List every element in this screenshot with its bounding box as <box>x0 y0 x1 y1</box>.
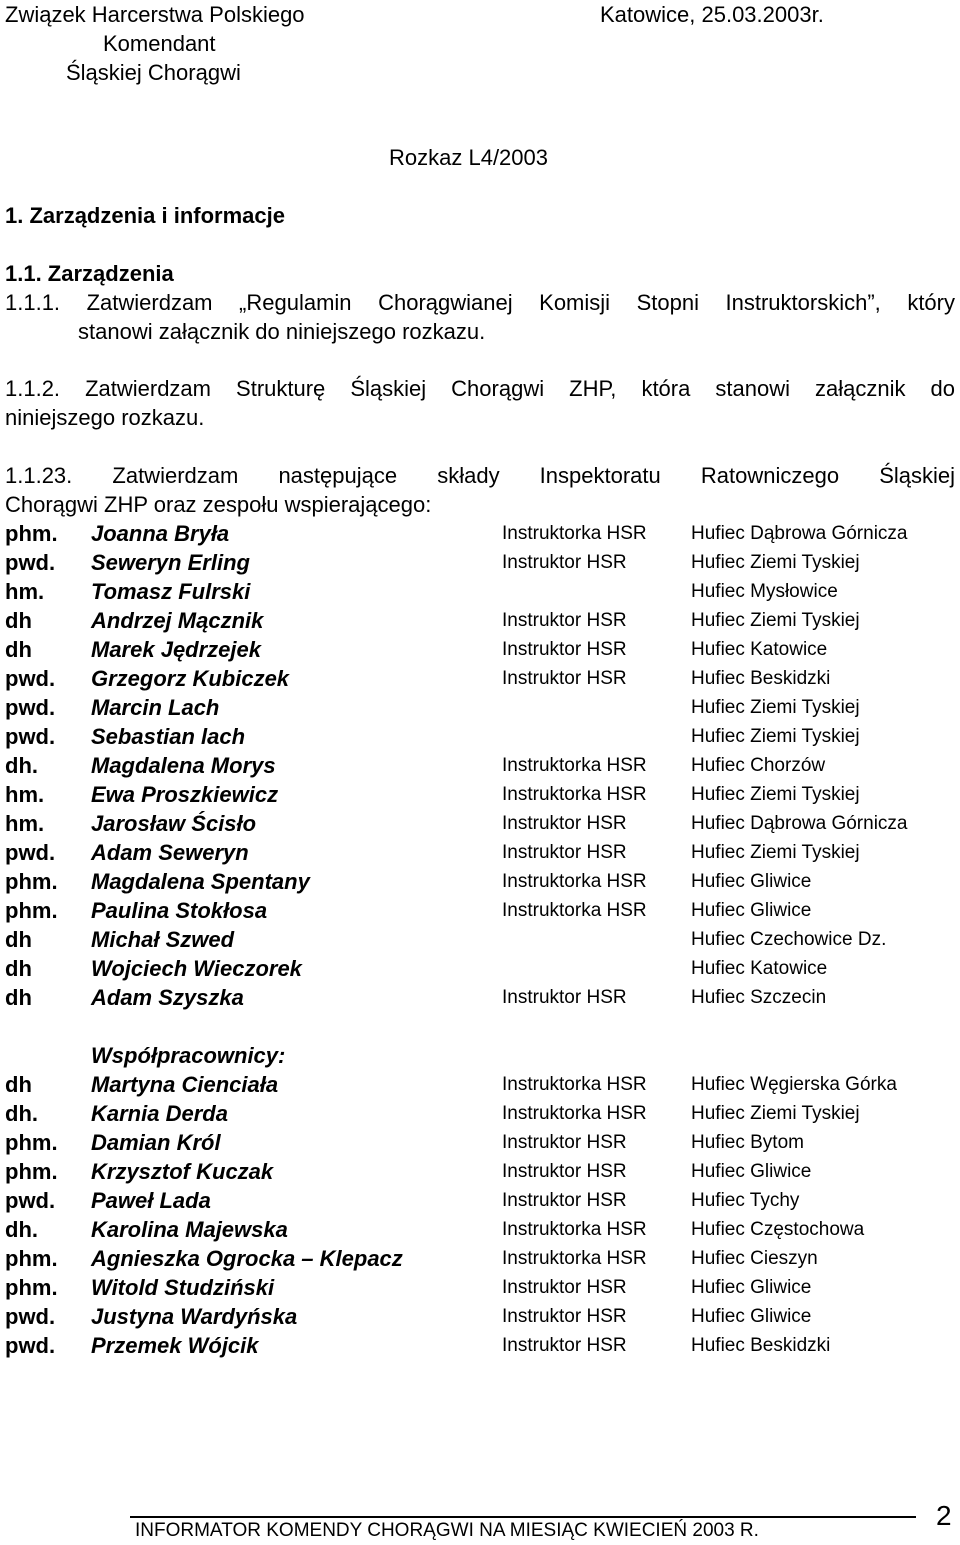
member-role: Instruktor HSR <box>502 1132 627 1153</box>
member-degree: pwd. <box>5 1304 56 1329</box>
member-role: Instruktor HSR <box>502 668 627 689</box>
table-row <box>5 753 955 782</box>
member-degree: pwd. <box>5 724 56 749</box>
member-unit: Hufiec Ziemi Tyskiej <box>691 610 860 631</box>
member-unit: Hufiec Węgierska Górka <box>691 1074 897 1095</box>
member-degree: pwd. <box>5 695 56 720</box>
member-name: Marek Jędrzejek <box>91 637 261 662</box>
member-role: Instruktor HSR <box>502 1277 627 1298</box>
order-number: Rozkaz L4/2003 <box>389 145 548 170</box>
table-row <box>5 666 955 695</box>
member-name: Justyna Wardyńska <box>91 1304 298 1329</box>
member-name: Karnia Derda <box>91 1101 228 1126</box>
member-role: Instruktorka HSR <box>502 784 647 805</box>
member-name: Przemek Wójcik <box>91 1333 259 1358</box>
member-unit: Hufiec Ziemi Tyskiej <box>691 1103 860 1124</box>
table-row <box>5 1101 955 1130</box>
member-degree: pwd. <box>5 1188 56 1213</box>
member-role: Instruktor HSR <box>502 610 627 631</box>
member-unit: Hufiec Dąbrowa Górnicza <box>691 813 908 834</box>
member-name: Paulina Stokłosa <box>91 898 268 923</box>
member-degree: dh <box>5 1072 32 1097</box>
member-unit: Hufiec Gliwice <box>691 1306 812 1327</box>
member-name: Jarosław Ścisło <box>91 811 257 836</box>
member-name: Ewa Proszkiewicz <box>91 782 279 807</box>
member-unit: Hufiec Ziemi Tyskiej <box>691 784 860 805</box>
table-row <box>5 1159 955 1188</box>
member-degree: phm. <box>5 1130 58 1155</box>
member-degree: pwd. <box>5 666 56 691</box>
member-unit: Hufiec Ziemi Tyskiej <box>691 726 860 747</box>
member-degree: pwd. <box>5 840 56 865</box>
org-role: Komendant <box>103 31 216 56</box>
member-name: Andrzej Mącznik <box>91 608 264 633</box>
footer-text: INFORMATOR KOMENDY CHORĄGWI NA MIESIĄC KWIECIEŃ 2003 R. <box>135 1520 759 1541</box>
member-name: Adam Seweryn <box>91 840 249 865</box>
member-name: Marcin Lach <box>91 695 220 720</box>
table-row <box>5 695 955 724</box>
member-name: Michał Szwed <box>91 927 235 952</box>
member-degree: dh. <box>5 1101 38 1126</box>
member-degree: pwd. <box>5 550 56 575</box>
org-unit: Śląskiej Chorągwi <box>66 60 241 85</box>
table-row <box>5 956 955 985</box>
member-role: Instruktor HSR <box>502 1161 627 1182</box>
table-row <box>5 579 955 608</box>
member-name: Magdalena Spentany <box>91 869 310 894</box>
table-row <box>5 840 955 869</box>
member-degree: pwd. <box>5 1333 56 1358</box>
org-name: Związek Harcerstwa Polskiego <box>5 2 305 27</box>
member-unit: Hufiec Gliwice <box>691 900 812 921</box>
member-role: Instruktor HSR <box>502 987 627 1008</box>
table-row <box>5 608 955 637</box>
member-role: Instruktor HSR <box>502 639 627 660</box>
table-row <box>5 550 955 579</box>
member-role: Instruktor HSR <box>502 552 627 573</box>
table-row <box>5 985 955 1014</box>
member-role: Instruktorka HSR <box>502 1103 647 1124</box>
member-name: Karolina Majewska <box>91 1217 288 1242</box>
member-degree: dh. <box>5 1217 38 1242</box>
member-role: Instruktorka HSR <box>502 871 647 892</box>
table-row <box>5 898 955 927</box>
member-degree: dh <box>5 637 32 662</box>
member-name: Witold Studziński <box>91 1275 275 1300</box>
paragraph-1-1-1-line2: stanowi załącznik do niniejszego rozkazu. <box>78 319 486 344</box>
member-degree: phm. <box>5 898 58 923</box>
member-unit: Hufiec Gliwice <box>691 1161 812 1182</box>
member-name: Seweryn Erling <box>91 550 250 575</box>
table-row <box>5 927 955 956</box>
member-name: Joanna Bryła <box>91 521 230 546</box>
member-degree: phm. <box>5 1275 58 1300</box>
member-role: Instruktorka HSR <box>502 1248 647 1269</box>
member-name: Martyna Cienciała <box>91 1072 279 1097</box>
member-name: Sebastian lach <box>91 724 246 749</box>
member-degree: phm. <box>5 521 58 546</box>
table-row <box>5 1304 955 1333</box>
member-degree: phm. <box>5 1159 58 1184</box>
member-role: Instruktorka HSR <box>502 755 647 776</box>
member-unit: Hufiec Beskidzki <box>691 668 831 689</box>
member-name: Damian Król <box>91 1130 221 1155</box>
member-degree: phm. <box>5 1246 58 1271</box>
member-role: Instruktor HSR <box>502 842 627 863</box>
member-role: Instruktorka HSR <box>502 523 647 544</box>
member-role: Instruktor HSR <box>502 1335 627 1356</box>
member-unit: Hufiec Czechowice Dz. <box>691 929 887 950</box>
member-unit: Hufiec Ziemi Tyskiej <box>691 552 860 573</box>
member-degree: dh <box>5 927 32 952</box>
member-role: Instruktor HSR <box>502 813 627 834</box>
member-name: Paweł Lada <box>91 1188 211 1213</box>
footer-rule <box>130 1516 916 1518</box>
table-row <box>5 1333 955 1362</box>
member-degree: hm. <box>5 811 45 836</box>
place-date: Katowice, 25.03.2003r. <box>600 2 824 27</box>
table-row <box>5 1188 955 1217</box>
table-row <box>5 1246 955 1275</box>
member-unit: Hufiec Mysłowice <box>691 581 838 602</box>
page-number: 2 <box>936 1500 952 1531</box>
member-name: Magdalena Morys <box>91 753 276 778</box>
table-row <box>5 637 955 666</box>
member-unit: Hufiec Bytom <box>691 1132 804 1153</box>
section-heading-1-1: 1.1. Zarządzenia <box>5 261 174 286</box>
table-row <box>5 1072 955 1101</box>
paragraph-1-1-23-line1: 1.1.23. Zatwierdzam następujące składy Inspektoratu Ratowniczego Śląskiej <box>5 463 955 488</box>
paragraph-1-1-1-line1: 1.1.1. Zatwierdzam „Regulamin Chorągwianej Komisji Stopni Instruktorskich”, który <box>5 290 955 315</box>
table-row <box>5 811 955 840</box>
member-degree: dh. <box>5 753 38 778</box>
member-name: Tomasz Fulrski <box>91 579 251 604</box>
member-name: Agnieszka Ogrocka – Klepacz <box>91 1246 403 1271</box>
member-degree: hm. <box>5 579 45 604</box>
member-unit: Hufiec Chorzów <box>691 755 826 776</box>
member-unit: Hufiec Dąbrowa Górnicza <box>691 523 908 544</box>
member-unit: Hufiec Katowice <box>691 958 828 979</box>
table-row <box>5 1217 955 1246</box>
member-unit: Hufiec Cieszyn <box>691 1248 818 1269</box>
member-name: Krzysztof Kuczak <box>91 1159 274 1184</box>
section-heading-1: 1. Zarządzenia i informacje <box>5 203 285 228</box>
table-row <box>5 1130 955 1159</box>
member-unit: Hufiec Ziemi Tyskiej <box>691 842 860 863</box>
member-unit: Hufiec Częstochowa <box>691 1219 865 1240</box>
member-degree: dh <box>5 985 32 1010</box>
member-unit: Hufiec Ziemi Tyskiej <box>691 697 860 718</box>
member-degree: phm. <box>5 869 58 894</box>
table-row <box>5 521 955 550</box>
member-role: Instruktorka HSR <box>502 1074 647 1095</box>
member-unit: Hufiec Katowice <box>691 639 828 660</box>
member-name: Grzegorz Kubiczek <box>91 666 290 691</box>
member-name: Wojciech Wieczorek <box>91 956 302 981</box>
table-row <box>5 869 955 898</box>
member-degree: hm. <box>5 782 45 807</box>
table-row <box>5 724 955 753</box>
member-role: Instruktor HSR <box>502 1190 627 1211</box>
paragraph-1-1-2-line1: 1.1.2. Zatwierdzam Strukturę Śląskiej Chorągwi ZHP, która stanowi załącznik do <box>5 376 955 401</box>
collaborators-heading: Współpracownicy: <box>91 1043 286 1068</box>
member-unit: Hufiec Szczecin <box>691 987 827 1008</box>
table-row <box>5 1275 955 1304</box>
member-unit: Hufiec Beskidzki <box>691 1335 831 1356</box>
member-degree: dh <box>5 608 32 633</box>
table-row <box>5 782 955 811</box>
member-role: Instruktorka HSR <box>502 900 647 921</box>
member-name: Adam Szyszka <box>91 985 244 1010</box>
paragraph-1-1-2-line2: niniejszego rozkazu. <box>5 405 205 430</box>
member-degree: dh <box>5 956 32 981</box>
member-role: Instruktor HSR <box>502 1306 627 1327</box>
member-unit: Hufiec Gliwice <box>691 1277 812 1298</box>
member-unit: Hufiec Gliwice <box>691 871 812 892</box>
paragraph-1-1-23-line2: Chorągwi ZHP oraz zespołu wspierającego: <box>5 492 432 517</box>
member-unit: Hufiec Tychy <box>691 1190 800 1211</box>
member-role: Instruktorka HSR <box>502 1219 647 1240</box>
